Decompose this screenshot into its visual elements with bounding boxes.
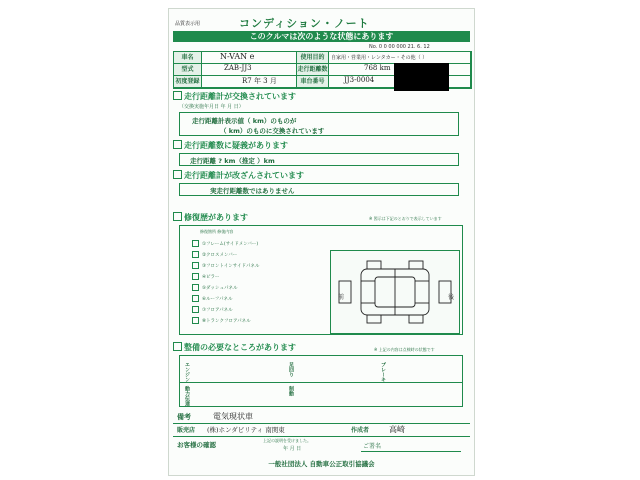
author-value: 高崎: [389, 425, 405, 434]
checkbox-icon: [192, 306, 199, 313]
section-odometer-replaced-title: 走行距離計が交換されています: [184, 92, 296, 101]
tampered-panel: [179, 183, 459, 196]
shop-value: (株)ホンダビリティ 南関東: [207, 426, 285, 434]
shop-row: [173, 424, 470, 437]
repair-panel: [179, 225, 463, 335]
remarks-value: 電気現状車: [213, 412, 253, 421]
checkbox-icon: [192, 317, 199, 324]
shop-label: 販売店: [177, 427, 196, 434]
maintenance-col-suspension: 足回り: [288, 362, 294, 377]
section-odometer-replaced: [173, 91, 296, 102]
repair-header: 修復箇所 修復内容: [200, 229, 234, 234]
section-repair-history: [173, 212, 248, 223]
replacement-date-row: （交換実施年月日 年 月 日）: [179, 104, 244, 110]
section-mileage-doubt-title: 走行距離数に疑義があります: [184, 141, 288, 150]
checkbox-icon: [192, 251, 199, 258]
section-mileage-doubt: [173, 140, 288, 151]
section-repair-history-title: 修復歴があります: [184, 213, 248, 222]
rear-label: 後: [448, 294, 455, 301]
repair-note: ※ 図示は下記のとおりで表示しています: [369, 216, 442, 221]
replacement-line-2: （ km）のものに交換されています: [220, 127, 325, 135]
model-value: ZAB-JJ3: [202, 64, 297, 76]
front-label: 前: [338, 294, 345, 301]
first-registration-label: 初度登録: [174, 76, 202, 88]
customer-label: お客様の確認: [177, 441, 216, 449]
maintenance-panel: [179, 355, 463, 407]
document-number: No. 0 0 00 000 21. 6. 12: [369, 44, 430, 50]
vehicle-diagram: [330, 250, 460, 334]
mileage-value: 768 km: [329, 64, 471, 76]
author-label: 作成者: [351, 427, 370, 434]
maintenance-col-brake: ブレーキ: [380, 362, 386, 382]
section-maintenance-needed-title: 整備の必要なところがあります: [184, 343, 296, 352]
maintenance-col-engine: エンジン: [184, 362, 190, 382]
checkbox-icon: [192, 262, 199, 269]
mileage-label: 走行距離数: [297, 64, 329, 76]
customer-text: 上記の説明を受けました。: [263, 438, 311, 443]
maintenance-col-drivetrain: 動力伝達: [184, 386, 190, 406]
usage-label: 使用目的: [297, 52, 329, 64]
repair-item[interactable]: ⑥ルーフパネル: [192, 293, 259, 304]
repair-item[interactable]: ⑦フロアパネル: [192, 304, 259, 315]
redaction-block: [394, 63, 449, 91]
checkbox-icon: [192, 240, 199, 247]
checkbox-odometer-replaced[interactable]: [173, 91, 182, 100]
first-registration-value: R7 年 3 月: [202, 76, 297, 88]
repair-item[interactable]: ⑧トランクフロアパネル: [192, 315, 259, 326]
usage-value: 自家用・営業用・レンタカー・その他（ ）: [329, 52, 471, 64]
sign-label: ご署名: [363, 443, 382, 450]
checkbox-mileage-doubt[interactable]: [173, 140, 182, 149]
chassis-label: 車台番号: [297, 76, 329, 88]
chassis-value: JJ3-0004: [329, 76, 471, 88]
checkbox-repair-history[interactable]: [173, 212, 182, 221]
corner-label: 品質表示用: [175, 21, 201, 27]
repair-item[interactable]: ③フロントインサイドパネル: [192, 260, 259, 271]
signature-line[interactable]: [361, 451, 461, 452]
checkbox-odometer-tampered[interactable]: [173, 170, 182, 179]
tampered-line: 実走行距離数ではありません: [210, 187, 295, 195]
replacement-panel: [179, 112, 459, 136]
form-title: コンディション・ノート: [239, 17, 370, 30]
mileage-doubt-panel: [179, 153, 459, 166]
checkbox-maintenance-needed[interactable]: [173, 342, 182, 351]
repair-item[interactable]: ②クロスメンバー: [192, 249, 259, 260]
section-maintenance-needed: [173, 342, 296, 353]
status-banner: このクルマは次のような状態にあります: [173, 31, 470, 42]
repair-item[interactable]: ①フレーム(サイドメンバー): [192, 238, 259, 249]
replacement-line-1: 走行距離計表示値（ km）のものが: [192, 117, 297, 125]
checkbox-icon: [192, 273, 199, 280]
repair-item[interactable]: ⑤ダッシュパネル: [192, 282, 259, 293]
customer-date: 年 月 日: [283, 446, 302, 452]
organization-name: 一般社団法人 自動車公正取引協議会: [268, 460, 375, 468]
checkbox-icon: [192, 284, 199, 291]
section-odometer-tampered: [173, 170, 304, 181]
vehicle-name-label: 車名: [174, 52, 202, 64]
repair-checklist: [192, 238, 259, 326]
remarks-row: [173, 411, 470, 424]
maintenance-col-braking: 制動: [288, 386, 294, 396]
checkbox-icon: [192, 295, 199, 302]
maintenance-note: ※ 上記の内容は点検時の状態です: [374, 347, 435, 352]
car-outline-icon: [331, 251, 459, 333]
repair-item[interactable]: ④ピラー: [192, 271, 259, 282]
section-odometer-tampered-title: 走行距離計が改ざんされています: [184, 171, 304, 180]
condition-note-sheet: [168, 8, 475, 476]
mileage-doubt-line: 走行距離 ? km（推定 ）km: [190, 157, 275, 165]
maintenance-divider: [180, 382, 462, 383]
vehicle-name-value: N-VAN e: [202, 52, 297, 64]
model-label: 型式: [174, 64, 202, 76]
customer-row: [173, 438, 470, 454]
remarks-label: 備考: [177, 413, 191, 421]
